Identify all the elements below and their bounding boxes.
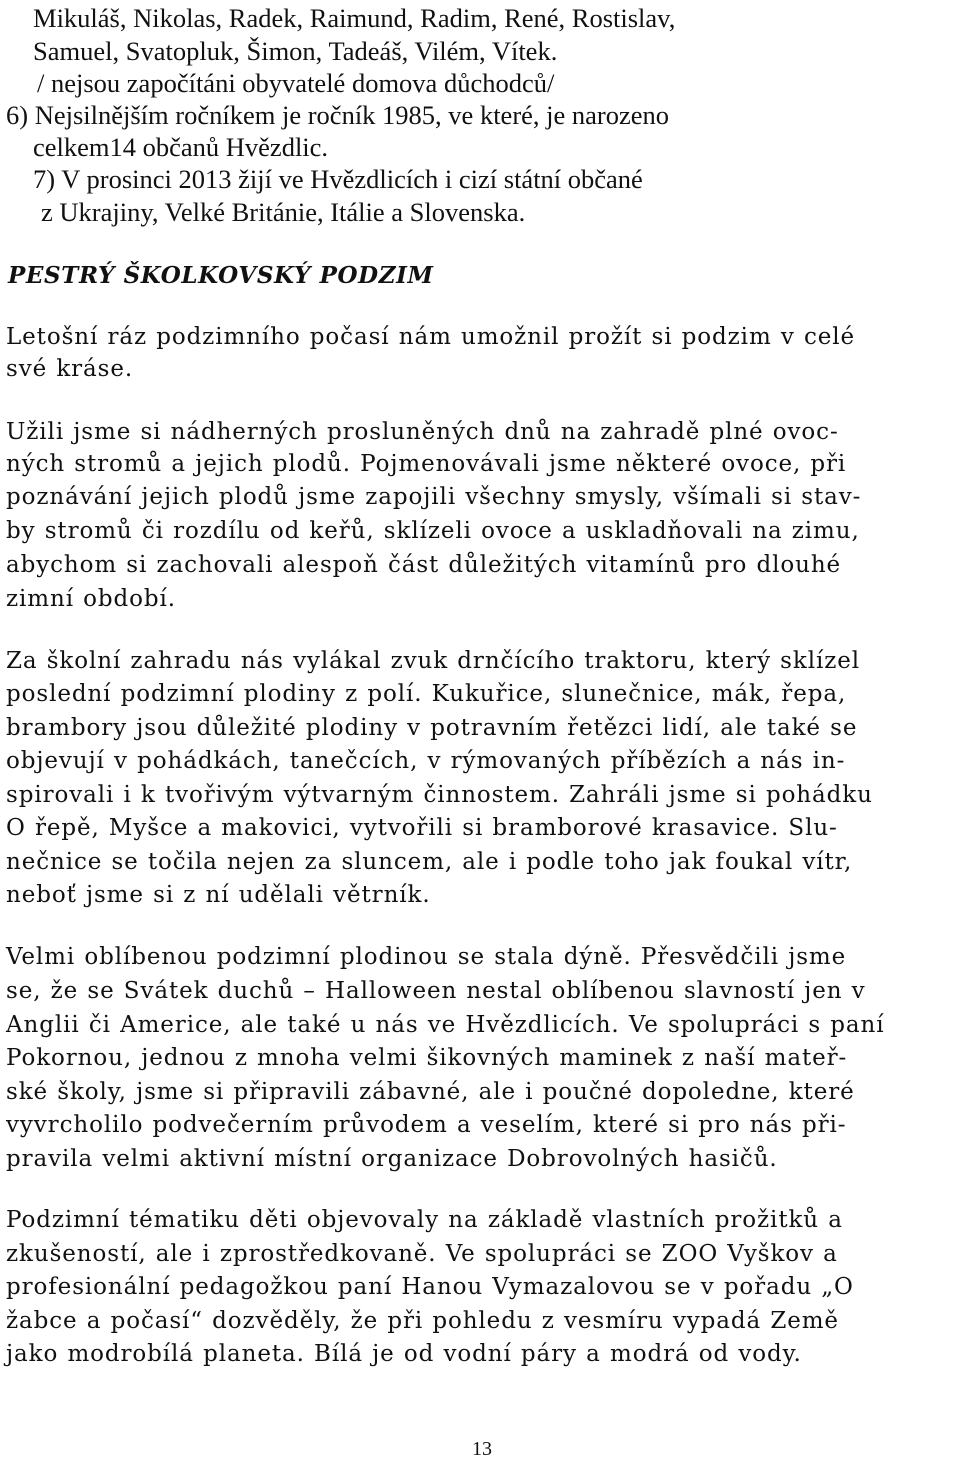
paragraph-4-line: Velmi oblíbenou podzimní plodinou se stala dýně. Přesvědčili jsme: [6, 944, 847, 970]
paragraph-2-line: zimní období.: [6, 586, 176, 612]
page-number: 13: [472, 1438, 492, 1460]
paragraph-5-line: žabce a počasí“ dozvěděly, že při pohledu z vesmíru vypadá Země: [6, 1308, 839, 1334]
paragraph-2-line: ných stromů a jejich plodů. Pojmenovávali jsme některé ovoce, při: [6, 451, 847, 477]
paragraph-3-line: Za školní zahradu nás vylákal zvuk drnčícího traktoru, který sklízel: [6, 648, 861, 674]
paragraph-5-line: profesionální pedagožkou paní Hanou Vymazalovou se v pořadu „O: [6, 1274, 854, 1300]
paragraph-2-line: abychom si zachovali alespoň část důležitých vitamínů pro dlouhé: [6, 552, 842, 578]
paragraph-4-line: pravila velmi aktivní místní organizace Dobrovolných hasičů.: [6, 1146, 778, 1172]
paragraph-2-line: by stromů či rozdílu od keřů, sklízeli ovoce a uskladňovali na zimu,: [6, 518, 860, 544]
paragraph-5-line: jako modrobílá planeta. Bílá je od vodní páry a modrá od vody.: [6, 1341, 802, 1367]
paragraph-2-line: poznávání jejich plodů jsme zapojili všechny smysly, všímali si stav-: [6, 484, 862, 510]
paragraph-4-line: ské školy, jsme si připravili zábavné, ale i poučné dopoledne, které: [6, 1079, 855, 1105]
paragraph-3-line: objevují v pohádkách, tanečcích, v rýmovaných příbězích a nás in-: [6, 748, 846, 774]
paragraph-4-line: vyvrcholilo podvečerním průvodem a veselím, které si pro nás při-: [6, 1112, 847, 1138]
section-heading: PESTRÝ ŠKOLKOVSKÝ PODZIM: [8, 262, 434, 289]
list-line: Mikuláš, Nikolas, Radek, Raimund, Radim, René, Rostislav,: [33, 3, 676, 33]
paragraph-1-line: své kráse.: [6, 356, 134, 382]
paragraph-3-line: brambory jsou důležité plodiny v potravním řetězci lidí, ale také se: [6, 715, 858, 741]
list-line: z Ukrajiny, Velké Británie, Itálie a Slovenska.: [41, 197, 526, 227]
paragraph-4-line: Pokornou, jednou z mnoha velmi šikovných maminek z naší mateř-: [6, 1045, 848, 1071]
list-item-7: 7) V prosinci 2013 žijí ve Hvězdlicích i cizí státní občané: [33, 164, 643, 194]
paragraph-5-line: Podzimní tématiku děti objevovaly na základě vlastních prožitků a: [6, 1207, 843, 1233]
paragraph-3-line: neboť jsme si z ní udělali větrník.: [6, 882, 431, 908]
paragraph-1-line: Letošní ráz podzimního počasí nám umožnil prožít si podzim v celé: [6, 324, 856, 350]
list-line: Samuel, Svatopluk, Šimon, Tadeáš, Vilém, Vítek.: [33, 36, 558, 66]
paragraph-5-line: zkušeností, ale i zprostředkovaně. Ve spolupráci se ZOO Vyškov a: [6, 1241, 838, 1267]
paragraph-3-line: nečnice se točila nejen za sluncem, ale i podle toho jak foukal vítr,: [6, 849, 853, 875]
paragraph-3-line: spirovali i k tvořivým výtvarným činnostem. Zahráli jsme si pohádku: [6, 782, 873, 808]
list-line: / nejsou započítáni obyvatelé domova důchodců/: [37, 68, 555, 98]
paragraph-4-line: Anglii či Americe, ale také u nás ve Hvězdlicích. Ve spolupráci s paní: [6, 1012, 885, 1038]
paragraph-2-line: Užili jsme si nádherných prosluněných dnů na zahradě plné ovoc-: [6, 419, 839, 445]
paragraph-3-line: poslední podzimní plodiny z polí. Kukuřice, slunečnice, mák, řepa,: [6, 681, 847, 707]
list-line: celkem14 občanů Hvězdlic.: [33, 132, 329, 162]
paragraph-3-line: O řepě, Myšce a makovici, vytvořili si bramborové krasavice. Slu-: [6, 815, 838, 841]
list-item-6: 6) Nejsilnějším ročníkem je ročník 1985, ve které, je narozeno: [6, 100, 670, 130]
paragraph-4-line: se, že se Svátek duchů – Halloween nestal oblíbenou slavností jen v: [6, 978, 866, 1004]
